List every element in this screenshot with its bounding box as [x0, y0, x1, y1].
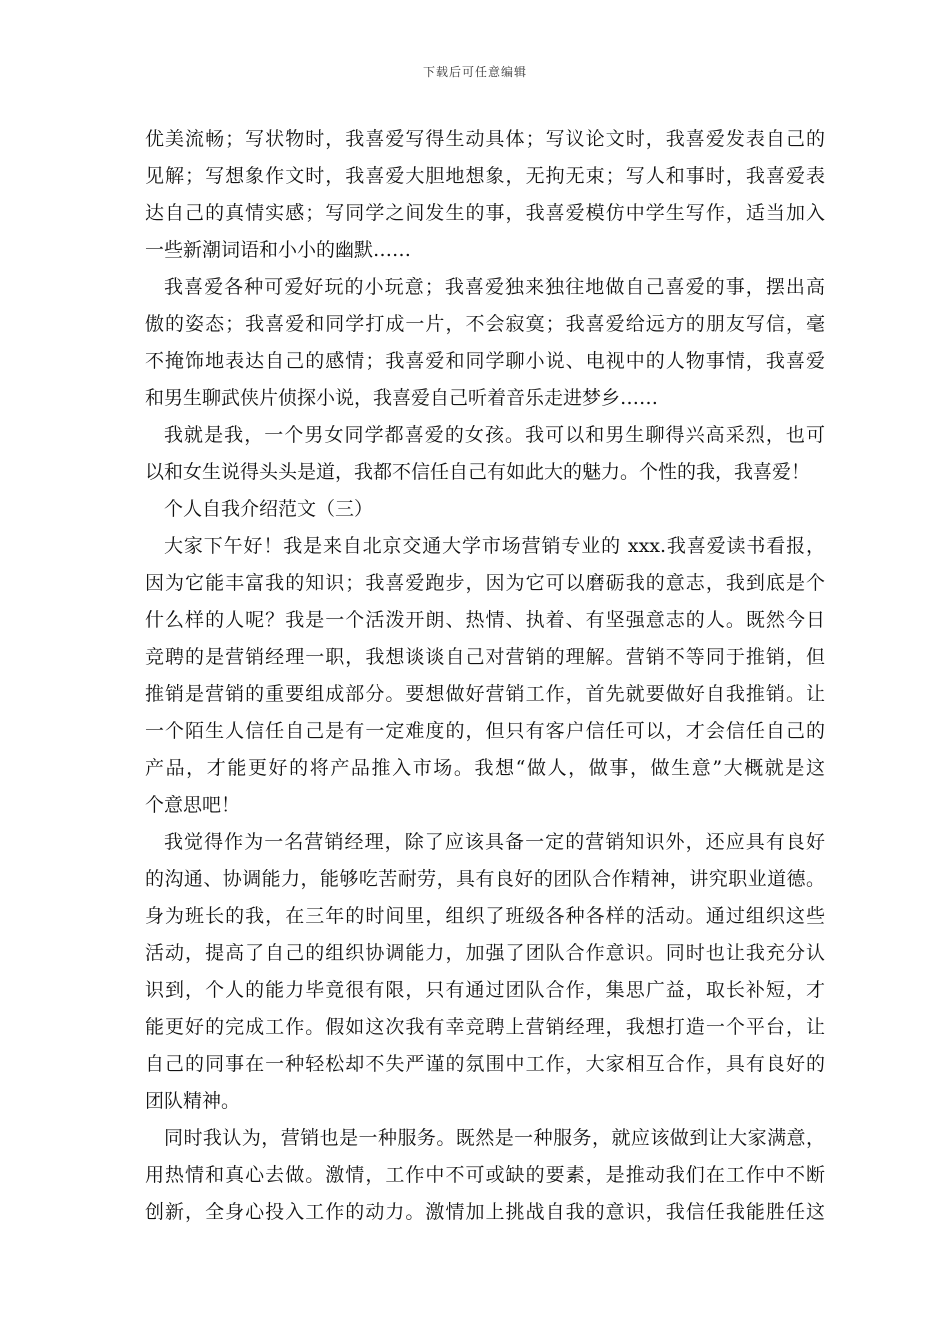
- text-line: 个意思吧！: [145, 794, 241, 816]
- text-line: 我觉得作为一名营销经理，除了应该具备一定的营销知识外，还应具有良好: [164, 831, 825, 853]
- text-line: 推销是营销的重要组成部分。要想做好营销工作，首先就要做好自我推销。让: [145, 683, 825, 705]
- text-line: 自己的同事在一种轻松却不失严谨的氛围中工作，大家相互合作，具有良好的: [145, 1053, 825, 1075]
- text-line: 创新，全身心投入工作的动力。激情加上挑战自我的意识，我信任我能胜任这: [145, 1201, 825, 1223]
- text-line: 一个陌生人信任自己是有一定难度的，但只有客户信任可以，才会信任自己的: [145, 720, 825, 742]
- paragraph: [145, 528, 825, 824]
- text-line: 以和女生说得头头是道，我都不信任自己有如此大的魅力。个性的我，我喜爱！: [145, 461, 811, 483]
- text-line: 不掩饰地表达自己的感情；我喜爱和同学聊小说、电视中的人物事情，我喜爱: [145, 350, 825, 372]
- text-line: 优美流畅；写状物时，我喜爱写得生动具体；写议论文时，我喜爱发表自己的: [145, 128, 825, 150]
- text-line: 一些新潮词语和小小的幽默……: [145, 239, 412, 261]
- text-line: 大家下午好！我是来自北京交通大学市场营销专业的 xxx.我喜爱读书看报，: [164, 535, 825, 557]
- text-line: 团队精神。: [145, 1090, 241, 1112]
- document-body: [145, 121, 825, 1231]
- paragraph: [145, 824, 825, 1120]
- text-line: 活动，提高了自己的组织协调能力，加强了团队合作意识。同时也让我充分认: [145, 942, 825, 964]
- text-line: 的沟通、协调能力，能够吃苦耐劳，具有良好的团队合作精神，讲究职业道德。: [145, 868, 825, 890]
- paragraph: [145, 121, 825, 269]
- page-header: 下载后可任意编辑: [422, 65, 527, 79]
- text-line: 同时我认为，营销也是一种服务。既然是一种服务，就应该做到让大家满意，: [164, 1127, 825, 1149]
- text-line: 竞聘的是营销经理一职，我想谈谈自己对营销的理解。营销不等同于推销，但: [145, 646, 825, 668]
- text-line: 我喜爱各种可爱好玩的小玩意；我喜爱独来独往地做自己喜爱的事，摆出高: [164, 276, 825, 298]
- text-line: 什么样的人呢？我是一个活泼开朗、热情、执着、有坚强意志的人。既然今日: [145, 609, 825, 631]
- text-line: 识到，个人的能力毕竟很有限，只有通过团队合作，集思广益，取长补短，才: [145, 979, 825, 1001]
- paragraph: [145, 1120, 825, 1231]
- paragraph: [145, 417, 825, 491]
- paragraph: [145, 269, 825, 417]
- text-line: 能更好的完成工作。假如这次我有幸竞聘上营销经理，我想打造一个平台，让: [145, 1016, 825, 1038]
- text-line: 傲的姿态；我喜爱和同学打成一片，不会寂寞；我喜爱给远方的朋友写信，毫: [145, 313, 825, 335]
- text-line: 我就是我，一个男女同学都喜爱的女孩。我可以和男生聊得兴高采烈，也可: [164, 424, 825, 446]
- text-line: 身为班长的我，在三年的时间里，组织了班级各种各样的活动。通过组织这些: [145, 905, 825, 927]
- text-line: 因为它能丰富我的知识；我喜爱跑步，因为它可以磨砺我的意志，我到底是个: [145, 572, 825, 594]
- text-line: 产品，才能更好的将产品推入市场。我想“做人，做事，做生意”大概就是这: [145, 757, 825, 779]
- section-heading: [145, 491, 825, 528]
- text-line: 和男生聊武侠片侦探小说，我喜爱自己听着音乐走进梦乡……: [145, 387, 659, 409]
- text-line: 达自己的真情实感；写同学之间发生的事，我喜爱模仿中学生写作，适当加入: [145, 202, 825, 224]
- heading-text: 个人自我介绍范文（三）: [164, 498, 374, 520]
- text-line: 用热情和真心去做。激情，工作中不可或缺的要素，是推动我们在工作中不断: [145, 1164, 825, 1186]
- text-line: 见解；写想象作文时，我喜爱大胆地想象，无拘无束；写人和事时，我喜爱表: [145, 165, 825, 187]
